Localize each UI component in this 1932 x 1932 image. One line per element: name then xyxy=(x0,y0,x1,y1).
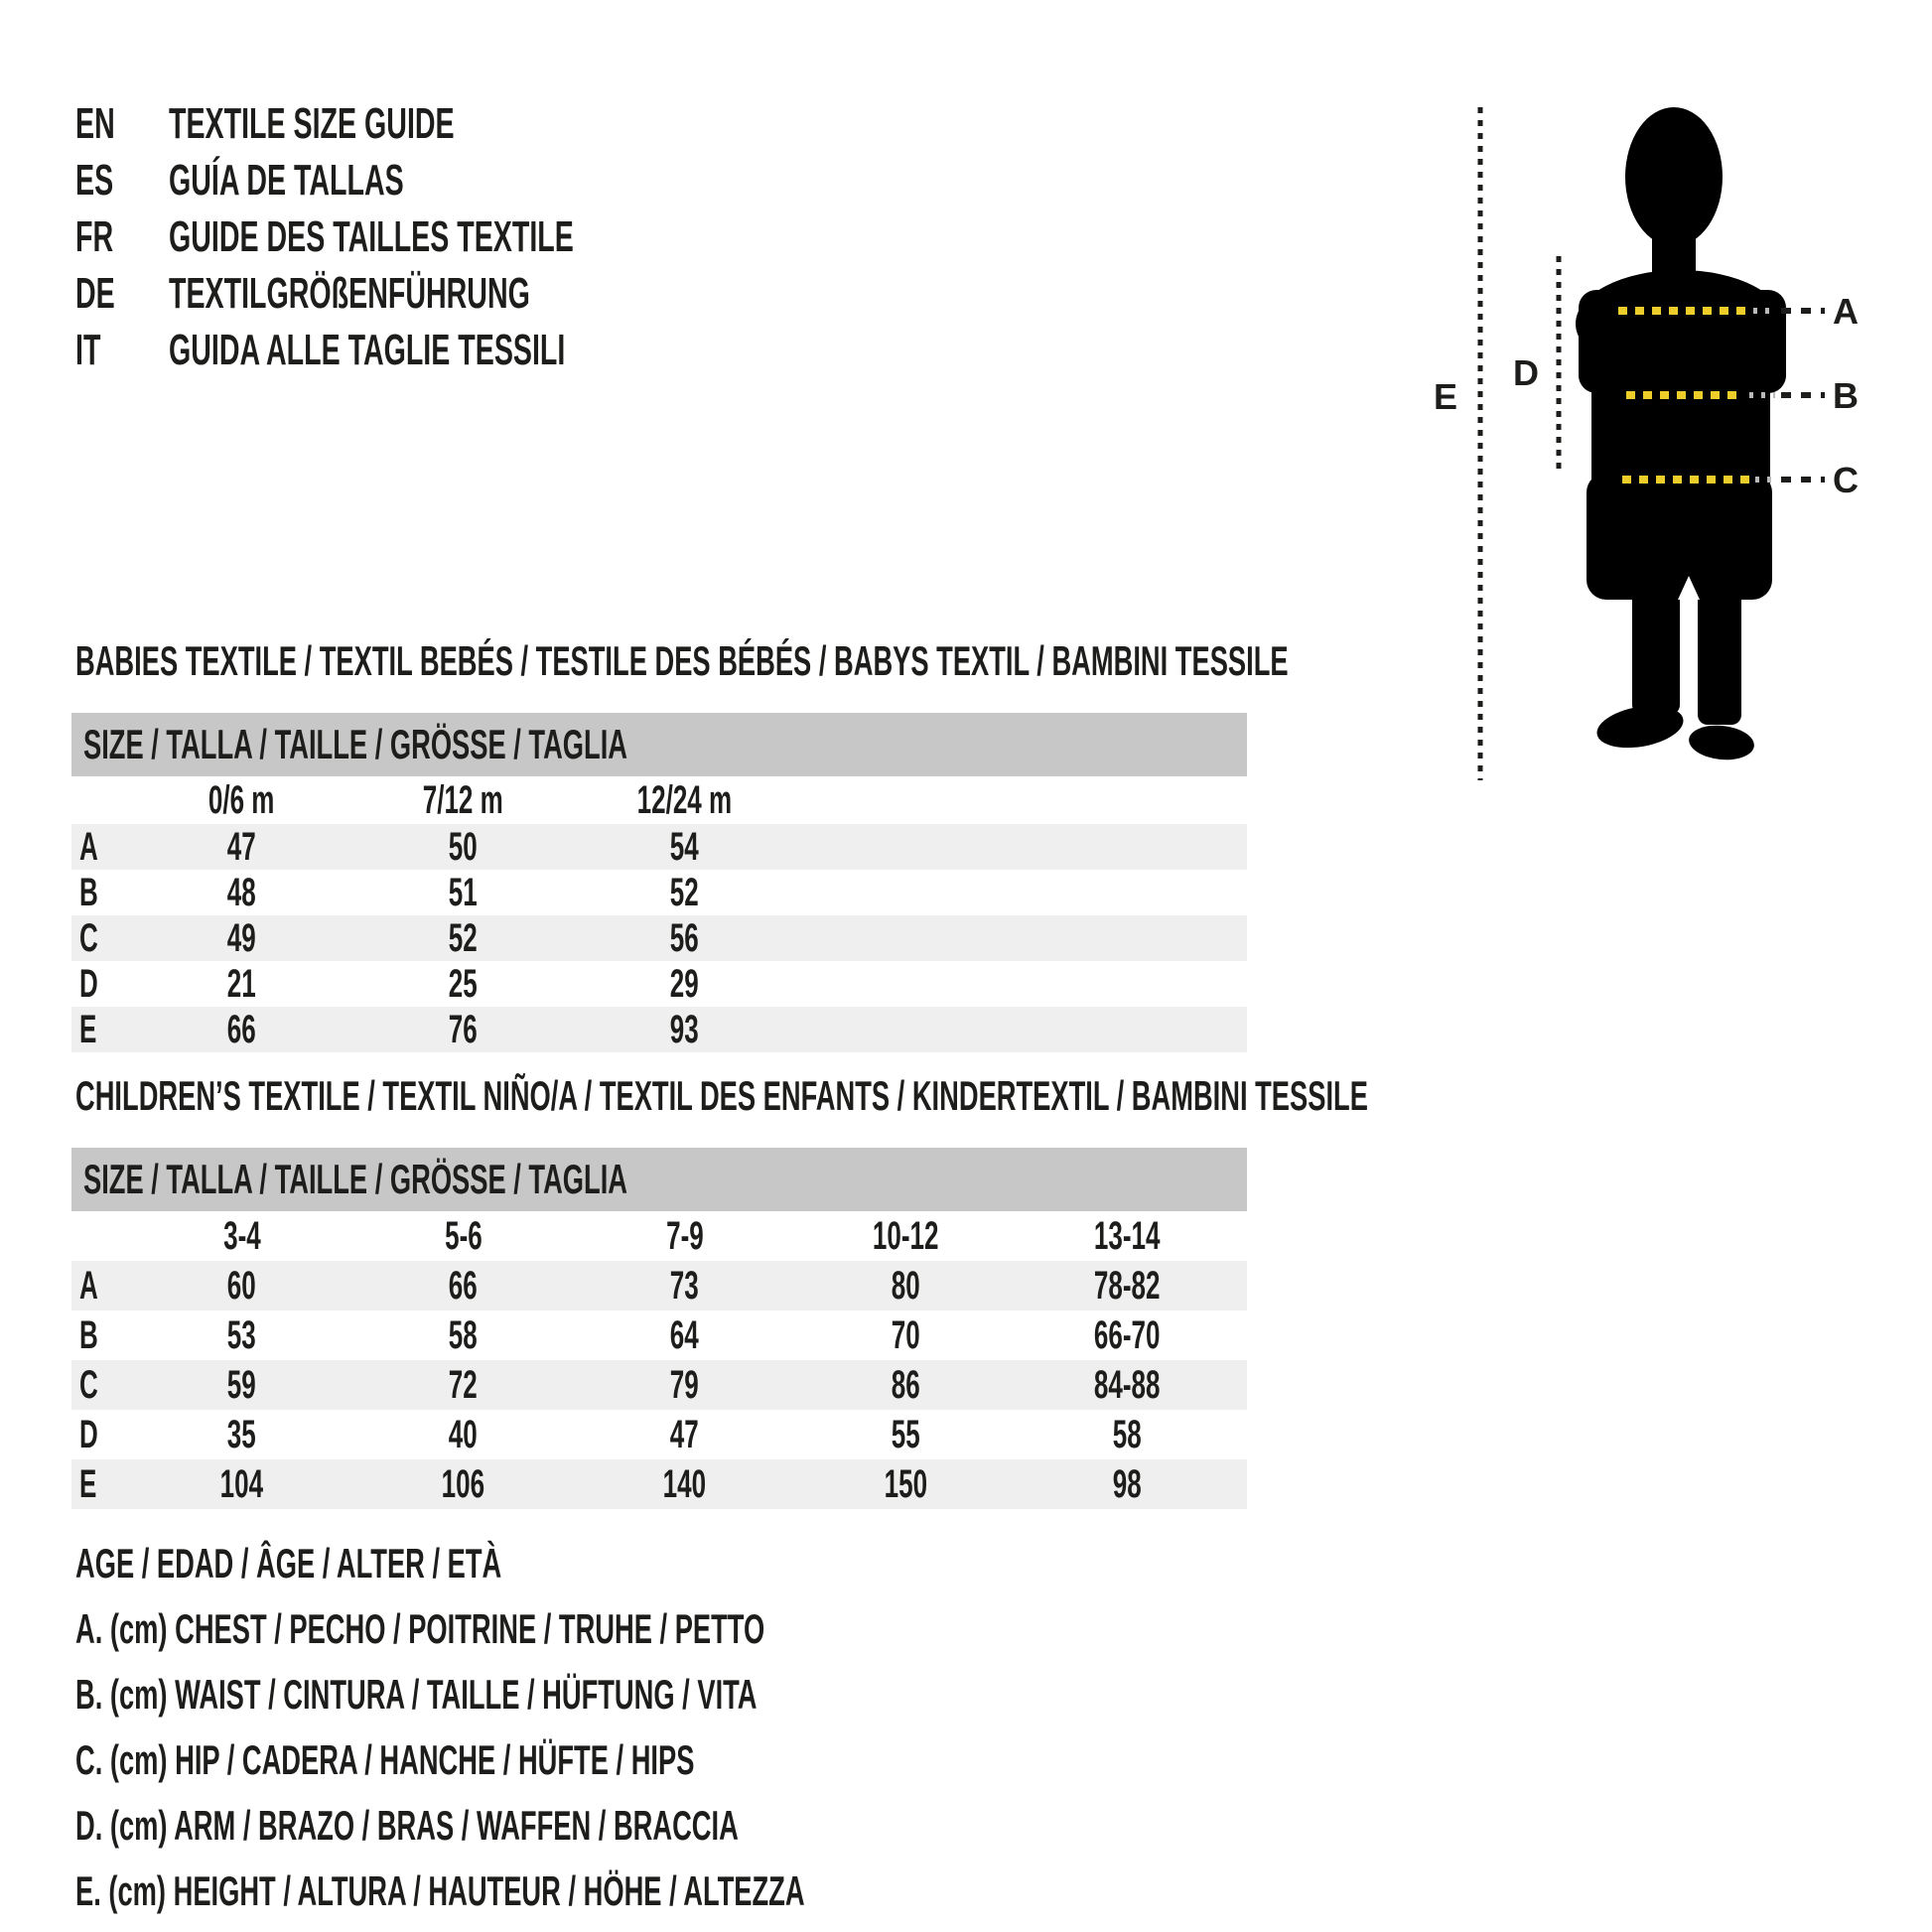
lang-code-it: IT xyxy=(75,325,101,374)
babies-column-header-row xyxy=(71,776,1247,824)
babies-col-1: 7/12 m xyxy=(423,777,503,822)
measure-label-b: B xyxy=(1833,375,1859,416)
babies-row-c: C 49 52 56 xyxy=(71,915,1247,961)
babies-size-table xyxy=(71,713,1247,1052)
legend-hip: C. (cm) HIP / CADERA / HANCHE / HÜFTE / HIPS xyxy=(75,1736,695,1783)
children-row-d: D 35 40 47 55 58 xyxy=(79,1412,1142,1456)
legend-height: E. (cm) HEIGHT / ALTURA / HAUTEUR / HÖHE / ALTEZZA xyxy=(75,1867,805,1914)
lang-row-it xyxy=(75,322,791,378)
silhouette-neck xyxy=(1652,218,1696,278)
babies-col-2: 12/24 m xyxy=(636,777,733,822)
children-col-4: 13-14 xyxy=(1094,1213,1161,1258)
lang-row-en xyxy=(75,95,791,152)
legend-waist: B. (cm) WAIST / CINTURA / TAILLE / HÜFTUNG / VITA xyxy=(75,1671,758,1718)
lang-row-de xyxy=(75,265,791,322)
title-de: TEXTILGRÖßENFÜHRUNG xyxy=(169,268,530,318)
babies-size-bar: SIZE / TALLA / TAILLE / GRÖSSE / TAGLIA xyxy=(71,713,1247,776)
babies-col-0: 0/6 m xyxy=(208,777,275,822)
children-col-2: 7-9 xyxy=(665,1213,704,1258)
children-size-table xyxy=(71,1148,1247,1509)
lang-row-fr xyxy=(75,208,791,265)
silhouette-shorts xyxy=(1587,473,1772,600)
children-section-heading: CHILDREN’S TEXTILE / TEXTIL NIÑO/A / TEXTIL DES ENFANTS / KINDERTEXTIL / BAMBINI TESSILE xyxy=(75,1072,1368,1119)
babies-row-a: A 47 50 54 xyxy=(71,824,1247,870)
lang-code-en: EN xyxy=(75,98,115,148)
children-col-0: 3-4 xyxy=(222,1213,261,1258)
title-fr: GUIDE DES TAILLES TEXTILE xyxy=(169,211,574,261)
lang-code-fr: FR xyxy=(75,211,114,261)
legend-age: AGE / EDAD / ÂGE / ALTER / ETÀ xyxy=(75,1540,502,1587)
title-en: TEXTILE SIZE GUIDE xyxy=(169,98,455,148)
language-title-block xyxy=(75,95,791,378)
measure-label-c: C xyxy=(1833,460,1859,500)
babies-row-b: B 48 51 52 xyxy=(79,870,699,914)
measure-label-e: E xyxy=(1434,376,1458,417)
children-col-3: 10-12 xyxy=(873,1213,939,1258)
lang-code-es: ES xyxy=(75,155,114,205)
lang-code-de: DE xyxy=(75,268,115,318)
babies-row-e: E 66 76 93 xyxy=(71,1007,1247,1052)
title-it: GUIDA ALLE TAGLIE TESSILI xyxy=(169,325,566,374)
children-size-bar: SIZE / TALLA / TAILLE / GRÖSSE / TAGLIA xyxy=(71,1148,1247,1211)
silhouette-shoe-right xyxy=(1687,723,1755,763)
children-row-e: E 104 106 140 150 98 xyxy=(71,1459,1247,1509)
children-row-b: B 53 58 64 70 66-70 xyxy=(79,1312,1161,1357)
children-column-header-row xyxy=(71,1211,1247,1261)
legend-chest: A. (cm) CHEST / PECHO / POITRINE / TRUHE / PETTO xyxy=(75,1605,765,1652)
babies-row-d: D 21 25 29 xyxy=(79,961,699,1006)
children-col-1: 5-6 xyxy=(444,1213,483,1258)
measurement-figure xyxy=(1430,79,1932,814)
measure-label-d: D xyxy=(1513,352,1539,393)
measure-label-a: A xyxy=(1833,291,1859,332)
children-row-c: C 59 72 79 86 84-88 xyxy=(71,1360,1247,1410)
lang-row-es xyxy=(75,152,791,208)
measurement-legend xyxy=(75,1531,1197,1924)
legend-arm: D. (cm) ARM / BRAZO / BRAS / WAFFEN / BRACCIA xyxy=(75,1802,739,1849)
title-es: GUÍA DE TALLAS xyxy=(169,155,404,205)
children-row-a: A 60 66 73 80 78-82 xyxy=(71,1261,1247,1311)
babies-section-heading: BABIES TEXTILE / TEXTIL BEBÉS / TESTILE DES BÉBÉS / BABYS TEXTIL / BAMBINI TESSILE xyxy=(75,637,1289,684)
